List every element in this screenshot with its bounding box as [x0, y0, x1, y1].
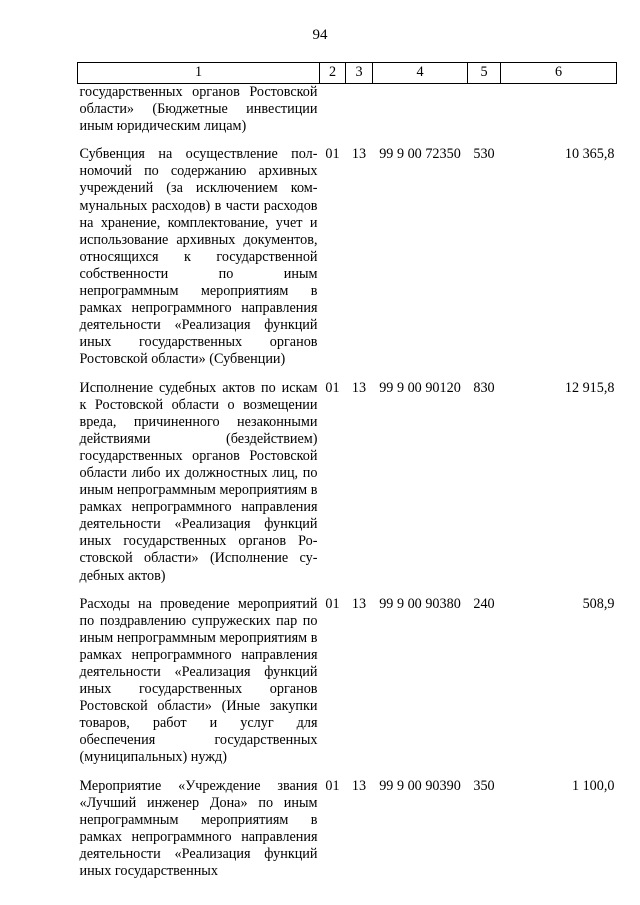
row-subsection: 13: [351, 146, 367, 163]
row-amount: 1 100,0: [571, 777, 615, 794]
budget-table: [77, 62, 617, 880]
table-row: [78, 84, 617, 136]
row-section: [320, 84, 346, 136]
column-header: 6: [501, 63, 617, 84]
table-row: [78, 778, 617, 881]
row-expense-type: [468, 84, 501, 136]
row-section: 01: [325, 146, 340, 163]
row-subsection: 13: [351, 777, 367, 794]
row-amount: 508,9: [582, 595, 615, 612]
row-target-article: 99 9 00 90390: [379, 777, 461, 794]
row-target-article: 99 9 00 90380: [379, 595, 461, 612]
table-row: [78, 146, 617, 368]
column-header: 2: [320, 63, 346, 84]
column-header: 5: [468, 63, 501, 84]
row-description: Субвенция на осуществление полномочий по содержанию архивных учреждений (за исключением коммунальных расходов) в части расходов на хранение, комплектование, учет и использование архивных документов, относящихся к государственной собственности по иным непрограммным мероприятиям в рамках непрограммного направления деятельности «Реализация функций иных государственных органов Ростовской области» (Субвенции): [79, 146, 318, 368]
row-subsection: [346, 84, 373, 136]
row-expense-type: 240: [473, 595, 495, 612]
row-subsection: 13: [351, 379, 367, 396]
row-description: Расходы на проведение мероприятий по поздравлению супружеских пар по иным непрограммным мероприятиям в рамках непрограммного направления деятельности «Реализация функций иных государственных органов Ростовской области» (Иные закупки товаров, работ и услуг для обеспечения государственных (муниципальных) нужд): [79, 595, 318, 766]
row-amount: 12 915,8: [564, 379, 615, 396]
row-description: Мероприятие «Учреждение звания «Лучший инженер Дона» по иным непрограммным мероприятиям в рамках непрограммного направления деятельности «Реализация функций иных государственных: [79, 777, 318, 880]
row-description: Исполнение судебных актов по искам к Ростовской области о возмещении вреда, причиненного незаконными действиями (бездействием) государственных органов Ростовской области либо их должностных лиц, по иным непрограммным мероприятиям в рамках непрограммного направления деятельности «Реализация функций иных государственных органов Ростовской области» (Исполнение судебных актов): [79, 379, 318, 584]
row-expense-type: 530: [473, 146, 495, 163]
row-target-article: 99 9 00 90120: [379, 379, 461, 396]
row-section: 01: [325, 595, 340, 612]
row-subsection: 13: [351, 595, 367, 612]
table-row: [78, 380, 617, 585]
row-target-article: [373, 84, 468, 136]
row-section: 01: [325, 379, 340, 396]
column-header: 4: [373, 63, 468, 84]
table-header-row: [78, 63, 617, 84]
row-target-article: 99 9 00 72350: [379, 146, 461, 163]
table-row: [78, 596, 617, 767]
row-expense-type: 350: [473, 777, 495, 794]
row-description: государственных органов Ростовской области» (Бюджетные инвестиции иным юридическим лицам): [79, 84, 318, 135]
row-expense-type: 830: [473, 379, 495, 396]
column-header: 3: [346, 63, 373, 84]
row-section: 01: [325, 777, 340, 794]
row-amount: [501, 84, 617, 136]
row-amount: 10 365,8: [564, 146, 615, 163]
column-header: 1: [78, 63, 320, 84]
page-number: 94: [312, 27, 328, 43]
